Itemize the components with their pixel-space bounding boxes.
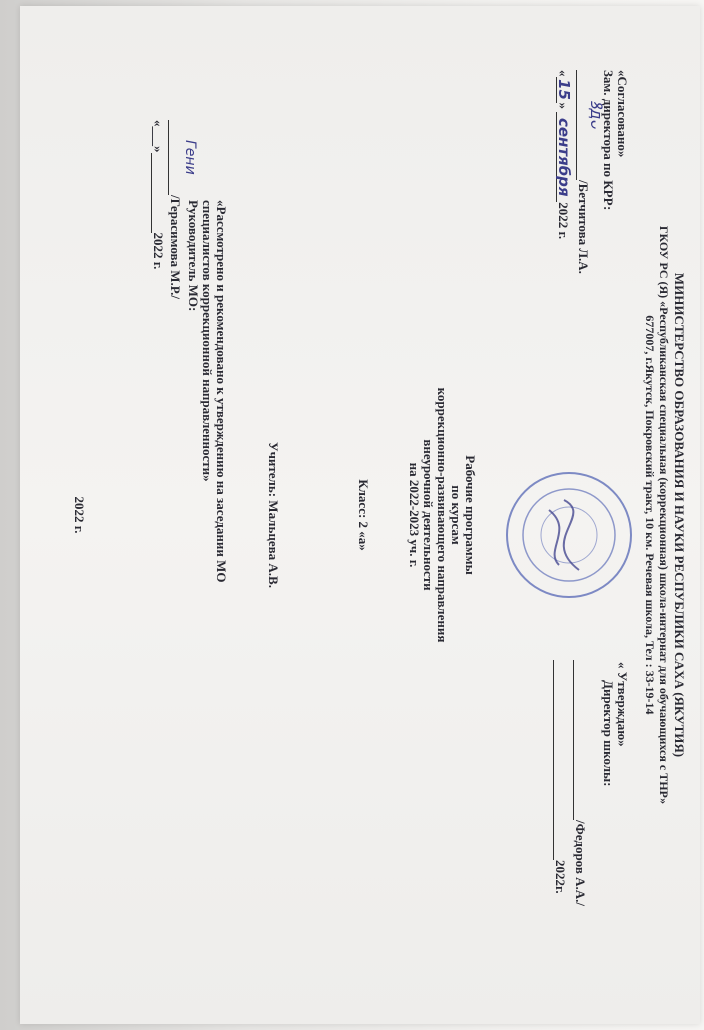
mo-signer: /Герасимова М.Р./	[168, 195, 183, 299]
footer-year: 2022 г.	[72, 496, 87, 534]
program-line-4: внеурочной деятельности	[421, 439, 436, 591]
ministry-heading: МИНИСТЕРСТВО ОБРАЗОВАНИЯ И НАУКИ РЕСПУБЛИКИ САХА (ЯКУТИЯ)	[672, 272, 687, 758]
approved-date-line	[553, 660, 568, 894]
mo-date-line: «___»2022 г.	[151, 120, 166, 270]
program-line-3: коррекционно-развивающего направления	[435, 387, 450, 643]
mo-approval-line-1: «Рассмотрено и рекомендовано к утверждению на заседании МО	[214, 200, 229, 583]
signature-underline	[573, 660, 588, 820]
agreed-date-line: «15» сентября2022 г.	[555, 70, 573, 240]
class-label: Класс: 2 «а»	[356, 479, 371, 551]
mo-signature-line	[168, 120, 183, 299]
school-address: 677007, г.Якутск, Покровский тракт, 10 км. Речевая школа, Тел : 33-19-14	[643, 315, 657, 715]
agreed-role: Зам. директора по КРР:	[601, 70, 616, 211]
approved-signer: /Федоров А.А./	[573, 820, 588, 907]
agreed-month: сентября	[555, 117, 573, 197]
date-underline	[553, 660, 568, 860]
mo-approval-line-2: специалистов коррекционной направленности»	[200, 200, 215, 482]
school-seal-stamp	[504, 470, 634, 600]
approved-title: « Утверждаю»	[615, 662, 630, 747]
agreed-day: 15	[555, 79, 573, 100]
agreed-signer: /Бетчитова Л.А.	[576, 180, 591, 274]
program-title: Рабочие программы	[463, 455, 478, 575]
approved-role: Директор школы:	[601, 680, 616, 787]
agreed-handwritten-signature: ꝸдᴗ	[587, 100, 606, 130]
school-name: ГКОУ РС (Я) «Республиканская специальная (коррекционная) школа-интернат для обучающихся с ТНР»	[657, 225, 671, 805]
mo-year: 2022 г.	[151, 232, 166, 270]
approved-signature-line	[573, 660, 588, 906]
program-line-2: по курсам	[449, 485, 464, 545]
signature-underline	[168, 120, 183, 195]
approved-year: 2022г.	[553, 860, 568, 894]
date-underline	[151, 153, 166, 233]
teacher-label: Учитель: Мальцева А.В.	[266, 442, 281, 588]
mo-head-role: Руководитель МО:	[186, 200, 201, 312]
agreed-title: «Согласовано»	[615, 70, 630, 158]
agreed-year: 2022 г.	[556, 202, 571, 240]
program-line-5: на 2022-2023 уч. г.	[407, 462, 422, 568]
mo-handwritten-signature: Гени	[182, 140, 198, 175]
